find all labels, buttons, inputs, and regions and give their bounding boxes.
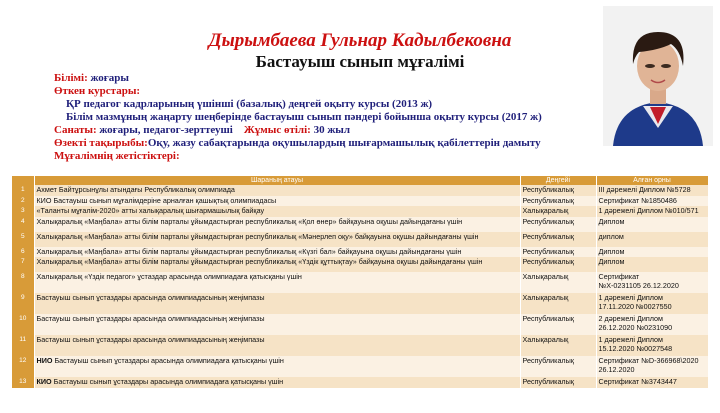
- row-place: 1 дәрежелі Диплом 17.11.2020 №0027550: [596, 293, 708, 314]
- row-place: Диплом: [596, 217, 708, 232]
- row-event: Бастауыш сынып ұстаздары арасында олимпиадасының жеңімпазы: [34, 335, 520, 356]
- row-place: Сертификат №D-366968\2020 26.12.2020: [596, 356, 708, 377]
- table-row: [12, 257, 708, 272]
- row-event: КИО Бастауыш сынып мұғалімдеріне арналған қашықтық олимпиадасы: [34, 196, 520, 207]
- courses-line: [54, 85, 140, 98]
- row-place: ІІІ дәрежелі Диплом №5728: [596, 185, 708, 196]
- row-level: Республикалық: [520, 257, 596, 272]
- course-item-1: ҚР педагог кадрларының үшінші (базалық) деңгей оқыту курсы (2013 ж): [66, 98, 433, 110]
- education-label: Білімі:: [54, 72, 88, 84]
- row-number: 3: [12, 206, 34, 217]
- teacher-name: Дырымбаева Гульнар Кадылбековна: [208, 30, 512, 51]
- experience-value: 30 жыл: [313, 124, 351, 136]
- row-level: Республикалық: [520, 185, 596, 196]
- row-number: 10: [12, 314, 34, 335]
- row-event-prefix: КИО: [36, 377, 52, 386]
- row-level: Халықаралық: [520, 206, 596, 217]
- row-number: 4: [12, 217, 34, 232]
- row-place: Сертификат №1850486: [596, 196, 708, 207]
- teacher-position: Бастауыш сынып мұғалімі: [255, 52, 465, 71]
- row-number: 12: [12, 356, 34, 377]
- row-event: Халықаралық «Маңбала» атты білім парталы ұйымдастырған республикалық «Қол өнер» байқауына оқушы дайындағаны үшін: [34, 217, 520, 232]
- row-place: 2 дәрежелі Диплом 26.12.2020 №0231090: [596, 314, 708, 335]
- row-event: Бастауыш сынып ұстаздары арасында олимпиадасының жеңімпазы: [34, 314, 520, 335]
- achievements-table: [12, 176, 709, 388]
- row-number: 11: [12, 335, 34, 356]
- row-event: Бастауыш сынып ұстаздары арасында олимпиадасының жеңімпазы: [34, 293, 520, 314]
- table-row: [12, 206, 708, 217]
- topic-value: Оқу, жазу сабақтарында оқушылардың шығармашылық қабілеттерін дамыту: [147, 137, 541, 149]
- table-row: [12, 185, 708, 196]
- row-level: Халықаралық: [520, 335, 596, 356]
- row-level: Республикалық: [520, 232, 596, 247]
- category-line: [54, 124, 350, 137]
- row-place: Диплом: [596, 257, 708, 272]
- row-level: Республикалық: [520, 377, 596, 388]
- row-place: Диплом: [596, 247, 708, 258]
- row-event: Халықаралық «Маңбала» атты білім парталы ұйымдастырған республикалық «Мәнерлеп оқу» байқауына оқушы дайындағаны үшін: [34, 232, 520, 247]
- topic-label: Өзекті тақырыбы:: [54, 137, 148, 149]
- row-level: Республикалық: [520, 196, 596, 207]
- row-event: Халықаралық «Маңбала» атты білім парталы ұйымдастырған республикалық «Үздік құттықтау» байқауына оқушы дайындағаны үшін: [34, 257, 520, 272]
- row-event: Ахмет Байтұрсынұлы атындағы Республикалық олимпиада: [34, 185, 520, 196]
- teacher-photo: [603, 6, 713, 146]
- course-item-2: Білім мазмұның жаңарту шеңберінде бастауыш сынып пәндері бойынша оқыту курсы (2017 ж): [66, 111, 542, 123]
- row-number: 2: [12, 196, 34, 207]
- row-place: Сертификат №3743447: [596, 377, 708, 388]
- table-row: [12, 196, 708, 207]
- achievements-label: Мұғалімнің жетістіктері:: [54, 150, 180, 162]
- row-event: Халықаралық «Маңбала» атты білім парталы ұйымдастырған республикалық «Күзгі бал» байқауына оқушы дайындағаны үшін: [34, 247, 520, 258]
- row-number: 5: [12, 232, 34, 247]
- row-place: диплом: [596, 232, 708, 247]
- row-number: 6: [12, 247, 34, 258]
- table-row: [12, 335, 708, 356]
- row-number: 7: [12, 257, 34, 272]
- row-level: Республикалық: [520, 314, 596, 335]
- courses-label: Өткен курстары:: [54, 85, 141, 97]
- row-place: 1 дәрежелі Диплом №010/571: [596, 206, 708, 217]
- table-row: [12, 377, 708, 388]
- row-event: Халықаралық «Үздік педагог» ұстаздар арасында олимпиадаға қатысқаны үшін: [34, 272, 520, 293]
- table-row: [12, 247, 708, 258]
- table-header-row: [12, 176, 708, 185]
- table-row: [12, 293, 708, 314]
- row-level: Республикалық: [520, 356, 596, 377]
- table-row: [12, 232, 708, 247]
- row-event: КИО Бастауыш сынып ұстаздары арасында олимпиадаға қатысқаны үшін: [34, 377, 520, 388]
- row-place: Сертификат №Х-0231105 26.12.2020: [596, 272, 708, 293]
- row-number: 9: [12, 293, 34, 314]
- row-event: НИО Бастауыш сынып ұстаздары арасында олимпиадаға қатысқаны үшін: [34, 356, 520, 377]
- header-number: [12, 176, 34, 185]
- table-row: [12, 356, 708, 377]
- category-value: жоғары, педагог-зерттеуші: [99, 124, 233, 136]
- header-place: Алған орны: [596, 176, 708, 185]
- row-number: 8: [12, 272, 34, 293]
- row-place: 1 дәрежелі Диплом 15.12.2020 №0027548: [596, 335, 708, 356]
- topic-line: [54, 137, 541, 150]
- header-level: Деңгейі: [520, 176, 596, 185]
- row-level: Республикалық: [520, 217, 596, 232]
- education-value: жоғары: [90, 72, 129, 84]
- row-level: Республикалық: [520, 247, 596, 258]
- table-row: [12, 314, 708, 335]
- table-row: [12, 272, 708, 293]
- row-event: «Таланты мұғалім-2020» атты халықаралық шығармашылық байқау: [34, 206, 520, 217]
- row-level: Халықаралық: [520, 293, 596, 314]
- table-body: [12, 185, 708, 388]
- achievements-line: [54, 150, 180, 163]
- education-line: [54, 72, 129, 85]
- row-level: Халықаралық: [520, 272, 596, 293]
- category-label: Санаты:: [54, 124, 97, 136]
- header-event: Шараның атауы: [34, 176, 520, 185]
- experience-label: Жұмыс өтілі:: [243, 124, 311, 136]
- table-row: [12, 217, 708, 232]
- row-number: 1: [12, 185, 34, 196]
- row-event-prefix: НИО: [36, 356, 53, 365]
- row-number: 13: [12, 377, 34, 388]
